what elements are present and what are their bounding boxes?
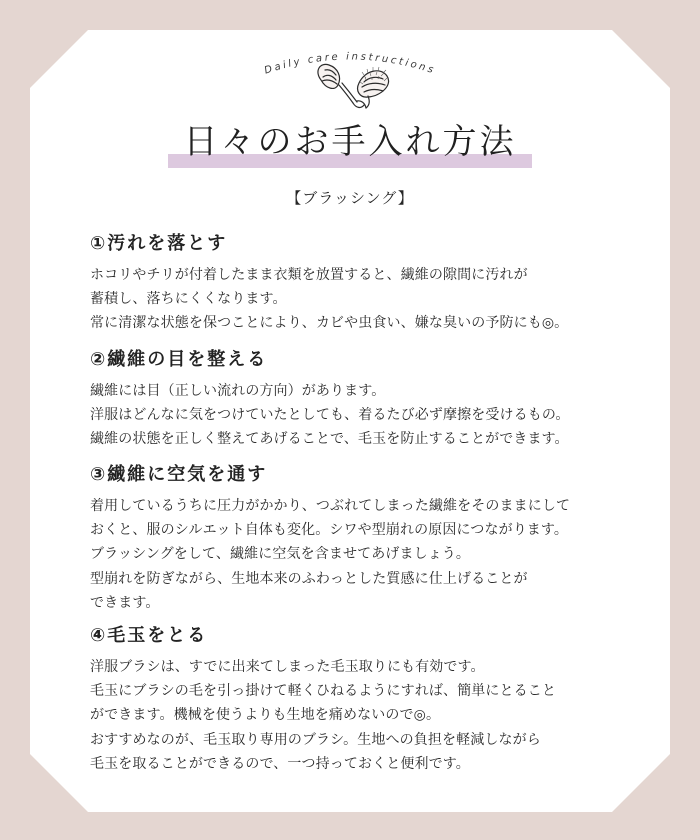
section-heading: ④毛玉をとる <box>90 625 208 646</box>
body-line: 毛玉にブラシの毛を引っ掛けて軽くひねるようにすれば、簡単にとること <box>90 683 556 700</box>
section-body <box>90 379 625 452</box>
section-body <box>90 263 625 336</box>
section-remove-pills <box>90 624 625 776</box>
body-line: 毛玉を取ることができるので、一つ持っておくと便利です。 <box>90 755 470 772</box>
body-line: 型崩れを防ぎながら、生地本来のふわっとした質感に仕上げることが <box>90 570 528 587</box>
brushing-category: 【ブラッシング】 <box>286 189 414 207</box>
page-title: 日々のお手入れ方法 <box>183 122 517 162</box>
body-line: 繊維の状態を正しく整えてあげることで、毛玉を防止することができます。 <box>90 431 569 448</box>
body-line: 繊維には目（正しい流れの方向）があります。 <box>90 383 386 399</box>
section-body <box>90 655 625 776</box>
section-heading: ①汚れを落とす <box>90 233 228 254</box>
body-line: 洋服ブラシは、すでに出来てしまった毛玉取りにも有効です。 <box>90 659 485 675</box>
section-remove-dirt <box>90 232 625 336</box>
subtitle-text: Daily care instructions <box>263 51 437 77</box>
section-align-fibers <box>90 348 625 452</box>
body-line: ホコリやチリが付着したまま衣類を放置すると、繊維の隙間に汚れが <box>90 267 528 283</box>
body-line: 洋服はどんなに気をつけていたとしても、着るたび必ず摩擦を受けるもの。 <box>90 407 570 424</box>
page-title-block <box>168 120 532 174</box>
body-line: おすすめなのが、毛玉取り専用のブラシ。生地への負担を軽減しながら <box>90 731 541 748</box>
section-heading: ③繊維に空気を通す <box>90 464 268 485</box>
body-line: おくと、服のシルエット自体も変化。シワや型崩れの原因につながります。 <box>90 522 569 539</box>
brush-icon <box>309 60 391 112</box>
body-line: 常に清潔な状態を保つことにより、カビや虫食い、嫌な臭いの予防にも◎。 <box>90 315 569 332</box>
section-air-fibers <box>90 463 625 615</box>
body-line: ができます。機械を使うよりも生地を痛めないので◎。 <box>90 707 441 724</box>
section-body <box>90 494 625 615</box>
section-heading: ②繊維の目を整える <box>90 349 268 370</box>
body-line: 着用しているうちに圧力がかかり、つぶれてしまった繊維をそのままにして <box>90 498 571 514</box>
body-line: できます。 <box>90 594 160 611</box>
body-line: 蓄積し、落ちにくくなります。 <box>90 291 287 308</box>
body-line: ブラッシングをして、繊維に空気を含ませてあげましょう。 <box>90 546 471 563</box>
